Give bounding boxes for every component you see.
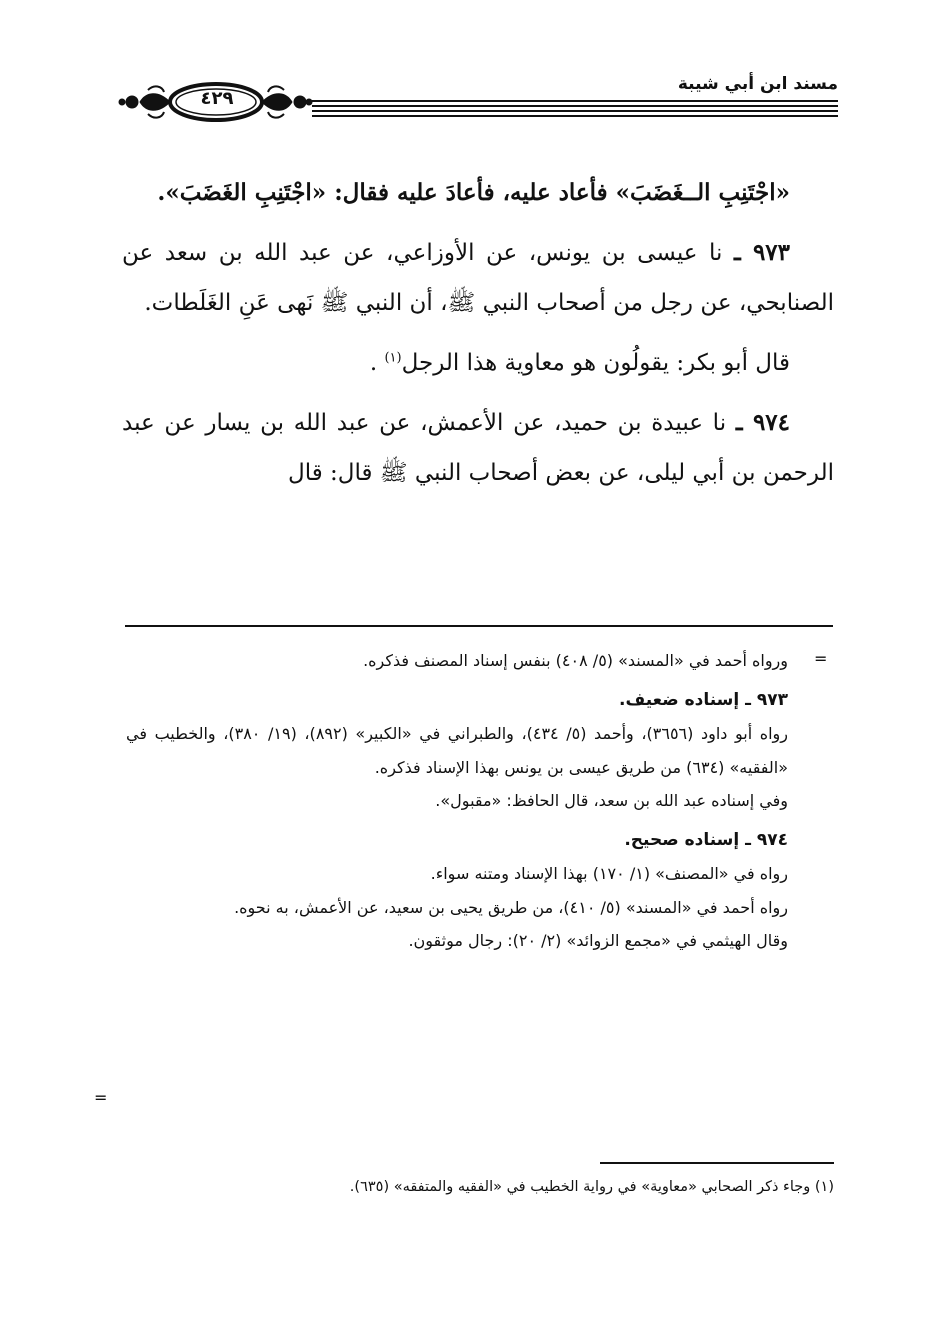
footnote: (١) وجاء ذكر الصحابي «معاوية» في رواية الخطيب في «الفقيه والمتفقه» (٦٣٥). xyxy=(349,1179,834,1195)
hadith-974 xyxy=(122,398,834,498)
takhrij-notes xyxy=(126,644,788,958)
footnote-rule xyxy=(600,1162,834,1164)
note-973-heading: ٩٧٣ ـ إسناده ضعيف. xyxy=(619,689,788,710)
hadith-973-text: نا عيسى بن يونس، عن الأوزاعي، عن عبد الله بن سعد عن الصنابحي، عن رجل من أصحاب النبي ﷺ، أن النبي ﷺ نَهى عَنِ الغَلَطات. xyxy=(122,240,834,316)
footnote-ref: (١) xyxy=(384,350,402,366)
note-974-heading: ٩٧٤ ـ إسناده صحيح. xyxy=(624,829,788,850)
continuation-mark-end: = xyxy=(94,1088,108,1107)
abu-bakr-text: قال أبو بكر: يقولُون هو معاوية هذا الرجل xyxy=(401,350,790,376)
paragraph-continuation xyxy=(122,168,834,218)
abu-bakr-note xyxy=(122,338,834,388)
header-rules xyxy=(312,100,838,122)
note-973-body: رواه أبو داود (٣٦٥٦)، وأحمد (٥/ ٤٣٤)، والطبراني في «الكبير» (٨٩٢)، (١٩/ ٣٨٠)، والخطيب في «الفقيه» (٦٣٤) من طريق عيسى بن يونس بهذا الإسناد فذكره. xyxy=(126,724,789,777)
main-text xyxy=(122,168,834,498)
para1-line1: «اجْتَنِبِ الــغَضَبَ» فأعاد عليه، فأعادَ عليه فقال: «اجْتَنِبِ xyxy=(254,179,790,206)
hadith-973-number: ٩٧٣ ـ xyxy=(733,239,791,266)
hadith-974-number: ٩٧٤ ـ xyxy=(735,409,791,436)
note-974-line3: وقال الهيثمي في «مجمع الزوائد» (٢/ ٢٠): رجال موثقون. xyxy=(408,931,788,950)
book-title: مسند ابن أبي شيبة xyxy=(677,74,838,94)
para1-line2: الغَضَبَ». xyxy=(157,179,247,206)
page-header xyxy=(118,68,838,128)
note-974-line1: رواه في «المصنف» (١/ ١٧٠) بهذا الإسناد ومتنه سواء. xyxy=(430,864,788,883)
text-divider xyxy=(125,625,833,627)
hadith-974-text: نا عبيدة بن حميد، عن الأعمش، عن عبد الله بن يسار عن عبد الرحمن بن أبي ليلى، عن بعض أصحاب النبي ﷺ قال: قال xyxy=(122,410,834,486)
note-974-line2: رواه أحمد في «المسند» (٥/ ٤١٠)، من طريق يحيى بن سعيد، عن الأعمش، به نحوه. xyxy=(234,897,788,917)
hadith-973 xyxy=(122,228,834,328)
page-number: ٤٢٩ xyxy=(200,88,234,109)
abu-bakr-end: . xyxy=(369,350,378,376)
note-973-hafiz: وفي إسناده عبد الله بن سعد، قال الحافظ: «مقبول». xyxy=(435,791,788,810)
note-line-0: ورواه أحمد في «المسند» (٥/ ٤٠٨) بنفس إسناد المصنف فذكره. xyxy=(363,651,788,670)
continuation-mark: = xyxy=(814,649,828,668)
